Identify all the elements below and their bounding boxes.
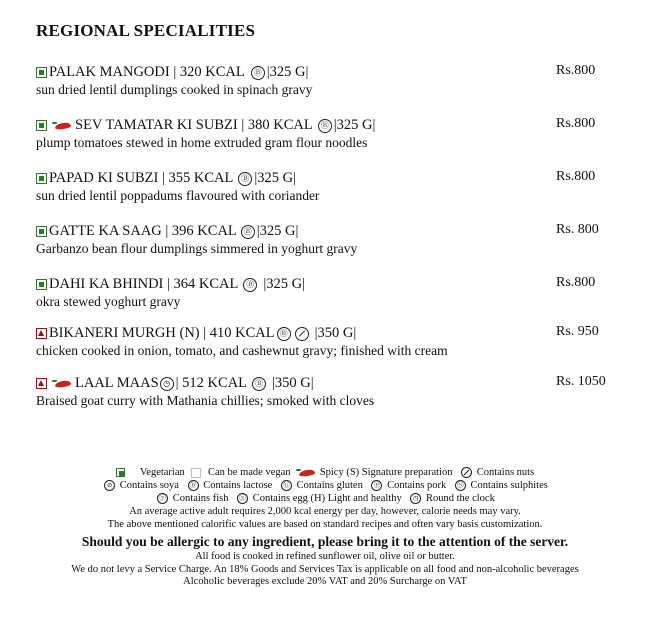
dish-price: Rs. 800 [556, 222, 599, 237]
veg-icon [36, 120, 47, 131]
dish-description: okra stewed yoghurt gravy [36, 294, 181, 309]
legend-clock: Round the clock [426, 493, 495, 504]
legend-fish: Contains fish [172, 493, 229, 504]
dish-calories: | 512 KCAL [175, 375, 248, 391]
dish-name: DAHI KA BHINDI | 364 KCAL [49, 276, 239, 292]
dish-weight: |325 G| [263, 276, 306, 292]
veg-icon [36, 173, 47, 184]
dish-price: Rs.800 [556, 275, 596, 290]
menu-item-dahi-ka-bhindi [36, 275, 616, 310]
dish-weight: |325 G| [256, 223, 299, 239]
legend-sulphites: Contains sulphites [470, 480, 548, 491]
clock-icon: ◷ [410, 493, 421, 504]
dish-weight: |350 G| [272, 375, 314, 391]
menu-item-bikaneri-murgh [36, 324, 616, 359]
chili-icon [52, 122, 72, 130]
menu-item-gatte-ka-saag [36, 222, 616, 257]
non-veg-icon [36, 328, 47, 339]
pork-icon: Ⓟ [371, 480, 382, 491]
lactose-icon: Ⓑ [241, 225, 255, 239]
dish-weight: |325 G| [333, 117, 376, 133]
legend-calorie-note: The above mentioned calorific values are based on standard recipes and often vary basis customization. [107, 519, 543, 530]
dish-weight: |325 G| [254, 170, 296, 186]
lactose-icon: Ⓑ [251, 66, 265, 80]
dish-description: Garbanzo bean flour dumplings simmered in yoghurt gravy [36, 241, 358, 256]
footer [0, 551, 650, 589]
soya-icon: ⊘ [104, 480, 115, 491]
non-veg-icon [36, 378, 47, 389]
clock-icon: ◷ [160, 377, 174, 391]
legend-gluten: Contains gluten [296, 480, 363, 491]
legend-vegan: Can be made vegan [208, 467, 291, 478]
dish-name: PALAK MANGODI | 320 KCAL [49, 64, 245, 80]
vegan-icon [191, 468, 201, 478]
lactose-icon: Ⓑ [318, 119, 332, 133]
menu-item-sev-tamatar [36, 116, 616, 151]
legend-soya: Contains soya [119, 480, 179, 491]
nuts-icon [295, 327, 309, 341]
dish-weight: |350 G| [314, 325, 357, 341]
dish-price: Rs. 1050 [556, 374, 606, 389]
nuts-icon [461, 467, 472, 478]
menu-item-palak-mangodi [36, 63, 616, 98]
lactose-icon: Ⓑ [188, 480, 199, 491]
dish-weight: |325 G| [266, 64, 309, 80]
allergy-notice: Should you be allergic to any ingredient, please bring it to the attention of the server. [81, 534, 569, 549]
chili-icon [52, 380, 72, 388]
dish-name: BIKANERI MURGH (N) | 410 KCAL [49, 325, 275, 341]
legend [0, 466, 650, 531]
section-title: REGIONAL SPECIALITIES [36, 21, 256, 40]
veg-icon [116, 468, 125, 477]
fish-icon: Ⓕ [157, 493, 168, 504]
dish-price: Rs.800 [556, 116, 596, 131]
dish-name: LAAL MAAS [75, 375, 159, 391]
dish-description: plump tomatoes stewed in home extruded gram flour noodles [36, 135, 368, 150]
dish-name: PAPAD KI SUBZI | 355 KCAL [49, 170, 234, 186]
dish-price: Rs.800 [556, 169, 596, 184]
legend-pork: Contains pork [387, 480, 447, 491]
dish-price: Rs.800 [556, 63, 596, 78]
legend-energy-note: An average active adult requires 2,000 kcal energy per day, however, calorie needs may vary. [129, 506, 521, 517]
veg-icon [36, 279, 47, 290]
dish-description: chicken cooked in onion, tomato, and cashewnut gravy; finished with cream [36, 343, 448, 358]
legend-egg: Contains egg (H) Light and healthy [252, 493, 402, 504]
dish-name: SEV TAMATAR KI SUBZI | 380 KCAL [75, 117, 313, 133]
egg-icon: Ⓔ [237, 493, 248, 504]
footer-vat-note: Alcoholic beverages exclude 20% VAT and 20% Surcharge on VAT [183, 576, 467, 587]
lactose-icon: Ⓑ [243, 278, 257, 292]
lactose-icon: Ⓑ [252, 377, 266, 391]
veg-icon [36, 226, 47, 237]
veg-icon [36, 67, 47, 78]
dish-price: Rs. 950 [556, 324, 599, 339]
legend-vegetarian: Vegetarian [139, 467, 185, 478]
footer-tax-note: We do not levy a Service Charge. An 18% Goods and Services Tax is applicable on all food and non-alcoholic beverages [71, 563, 579, 575]
dish-description: sun dried lentil dumplings cooked in spinach gravy [36, 82, 313, 97]
chili-icon [296, 469, 314, 477]
legend-lactose: Contains lactose [203, 480, 273, 491]
footer-oil-note: All food is cooked in refined sunflower oil, olive oil or butter. [195, 551, 455, 562]
gluten-icon: Ⓖ [281, 480, 292, 491]
menu-item-laal-maas [36, 374, 616, 409]
lactose-icon: Ⓑ [277, 327, 291, 341]
legend-spicy: Spicy (S) Signature preparation [319, 467, 453, 478]
menu-item-papad-ki-subzi [36, 169, 616, 204]
dish-description: Braised goat curry with Mathania chillies; smoked with cloves [36, 393, 375, 408]
dish-name: GATTE KA SAAG | 396 KCAL [49, 223, 237, 239]
legend-nuts: Contains nuts [476, 467, 535, 478]
sulphites-icon: Ⓢ [455, 480, 466, 491]
lactose-icon: Ⓑ [238, 172, 252, 186]
dish-description: sun dried lentil poppadums flavoured with coriander [36, 188, 320, 203]
